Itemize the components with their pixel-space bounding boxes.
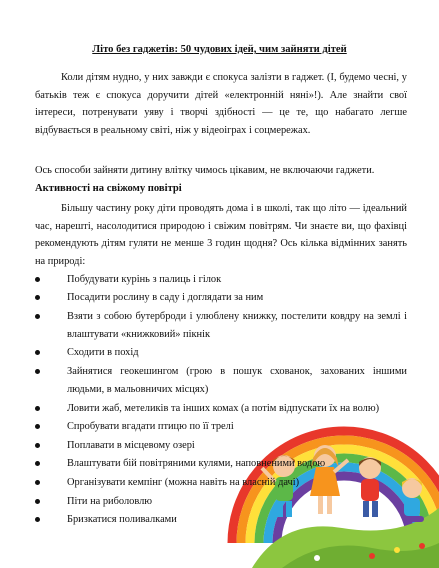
list-item: Бризкатися поливалками [35,511,407,529]
bullet-icon [35,480,40,485]
section-intro-paragraph: Більшу частину року діти проводять дома і в школі, так що літо — ідеальний час, нарешті, насолодитися природою і свіжим повітрям. Чи знаєте ви, що фахівці рекомендують дітям гуляти не менше 3 годин щодня? Ось кілька відмінних занять на природі: [35,203,407,267]
list-item: Влаштувати бій повітряними кулями, наповненими водою [35,455,407,473]
list-item: Піти на риболовлю [35,493,407,511]
bullet-icon [35,461,40,466]
bullet-icon [35,314,40,319]
bullet-icon [35,277,40,282]
bullet-icon [35,369,40,374]
list-item: Зайнятися геокешингом (грою в пошук схованок, захованих іншими людьми, в мальовничих місцях) [35,363,407,398]
bullet-icon [35,406,40,411]
list-item: Організувати кемпінг (можна навіть на власній дачі) [35,474,407,492]
bullet-icon [35,443,40,448]
bullet-icon [35,424,40,429]
list-item: Сходити в похід [35,344,407,362]
intro-paragraph: Коли дітям нудно, у них завжди є спокуса залізти в гаджет. (І, будемо чесні, у батьків теж є спокуса доручити дітей «електронній няні»!). Але знайти свої інтереси, потренувати уяву і творчі здібності — це те, що набагато легше відбувається в реальному світі, ніж у відеоіграх і соцмережах. [35,72,407,136]
page-title: Літо без гаджетів: 50 чудових ідей, чим зайняти дітей [92,44,347,55]
list-item: Посадити рослину в саду і доглядати за ним [35,289,407,307]
list-item: Ловити жаб, метеликів та інших комах (а потім відпускати їх на волю) [35,400,407,418]
bullet-icon [35,350,40,355]
list-item: Побудувати курінь з палиць і гілок [35,271,407,289]
section-heading: Активності на свіжому повітрі [35,183,182,194]
list-item: Взяти з собою бутерброди і улюблену книжку, постелити ковдру на землі і влаштувати «книжковий» пікнік [35,308,407,343]
intro-line: Ось способи зайняти дитину влітку чимось цікавим, не включаючи гаджети. [35,165,375,176]
list-item: Поплавати в місцевому озері [35,437,407,455]
bullet-icon [35,499,40,504]
list-item: Спробувати вгадати птицю по її трелі [35,418,407,436]
bullet-icon [35,517,40,522]
bullet-icon [35,295,40,300]
